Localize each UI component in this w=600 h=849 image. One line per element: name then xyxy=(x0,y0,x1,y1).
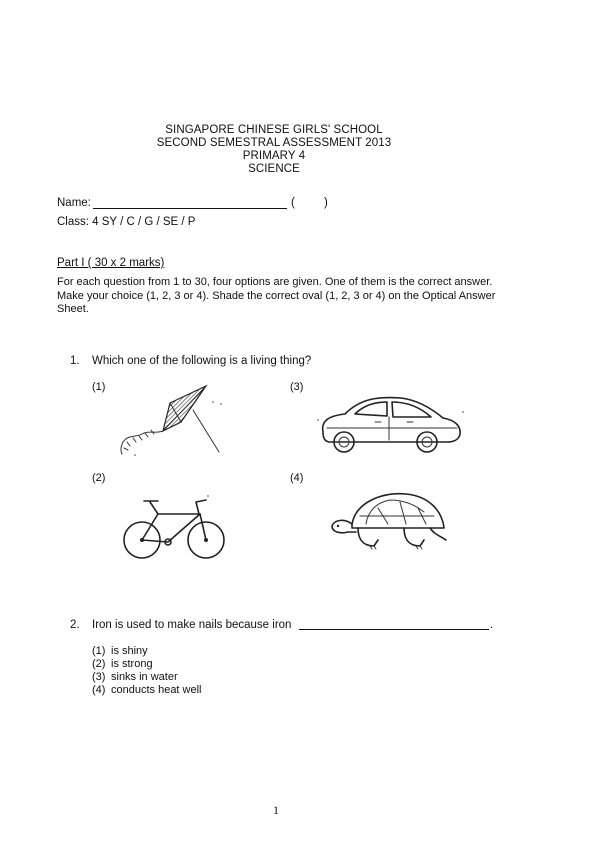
register-paren-open: ( xyxy=(291,197,295,209)
school-name: SINGAPORE CHINESE GIRLS' SCHOOL xyxy=(165,124,383,136)
q2-option-3-label: (3) xyxy=(92,671,106,683)
q1-option-4-label: (4) xyxy=(290,472,304,484)
q2-option-4-text: conducts heat well xyxy=(111,684,202,696)
car-icon xyxy=(315,390,465,460)
q1-number: 1. xyxy=(70,355,80,367)
class-label: Class: 4 SY / C / G / SE / P xyxy=(57,216,196,228)
q2-option-1-text: is shiny xyxy=(111,645,148,657)
name-blank-line xyxy=(93,198,287,209)
level-title: PRIMARY 4 xyxy=(242,150,306,162)
kite-icon xyxy=(115,380,225,460)
assessment-title: SECOND SEMESTRAL ASSESSMENT 2013 xyxy=(156,137,392,149)
q2-option-2-text: is strong xyxy=(111,658,153,670)
q2-option-3-text: sinks in water xyxy=(111,671,178,683)
instructions: For each question from 1 to 30, four options are given. One of them is the correct answer. Make your choice (1, 2, 3 or 4). Shade the correct oval (1, 2, 3 or 4) on the Optical Answer Sheet. xyxy=(57,276,496,315)
q2-text: Iron is used to make nails because iron xyxy=(92,619,292,631)
q1-option-3-label: (3) xyxy=(290,381,304,393)
q1-option-2-label: (2) xyxy=(92,472,106,484)
part-title: Part I ( 30 x 2 marks) xyxy=(57,257,165,269)
q2-end-mark: . xyxy=(490,619,494,631)
q2-option-4-label: (4) xyxy=(92,684,106,696)
q2-answer-blank-line xyxy=(299,619,489,630)
name-label: Name: xyxy=(57,197,91,209)
bicycle-icon xyxy=(120,492,230,562)
q2-number: 2. xyxy=(70,619,80,631)
q1-text: Which one of the following is a living thing? xyxy=(92,355,312,367)
page-number: 1 xyxy=(273,803,279,817)
q1-option-1-label: (1) xyxy=(92,381,106,393)
q2-option-1-label: (1) xyxy=(92,645,106,657)
register-paren-close: ) xyxy=(324,197,328,209)
subject-title: SCIENCE xyxy=(248,163,300,175)
tortoise-icon xyxy=(330,488,450,558)
q2-option-2-label: (2) xyxy=(92,658,106,670)
